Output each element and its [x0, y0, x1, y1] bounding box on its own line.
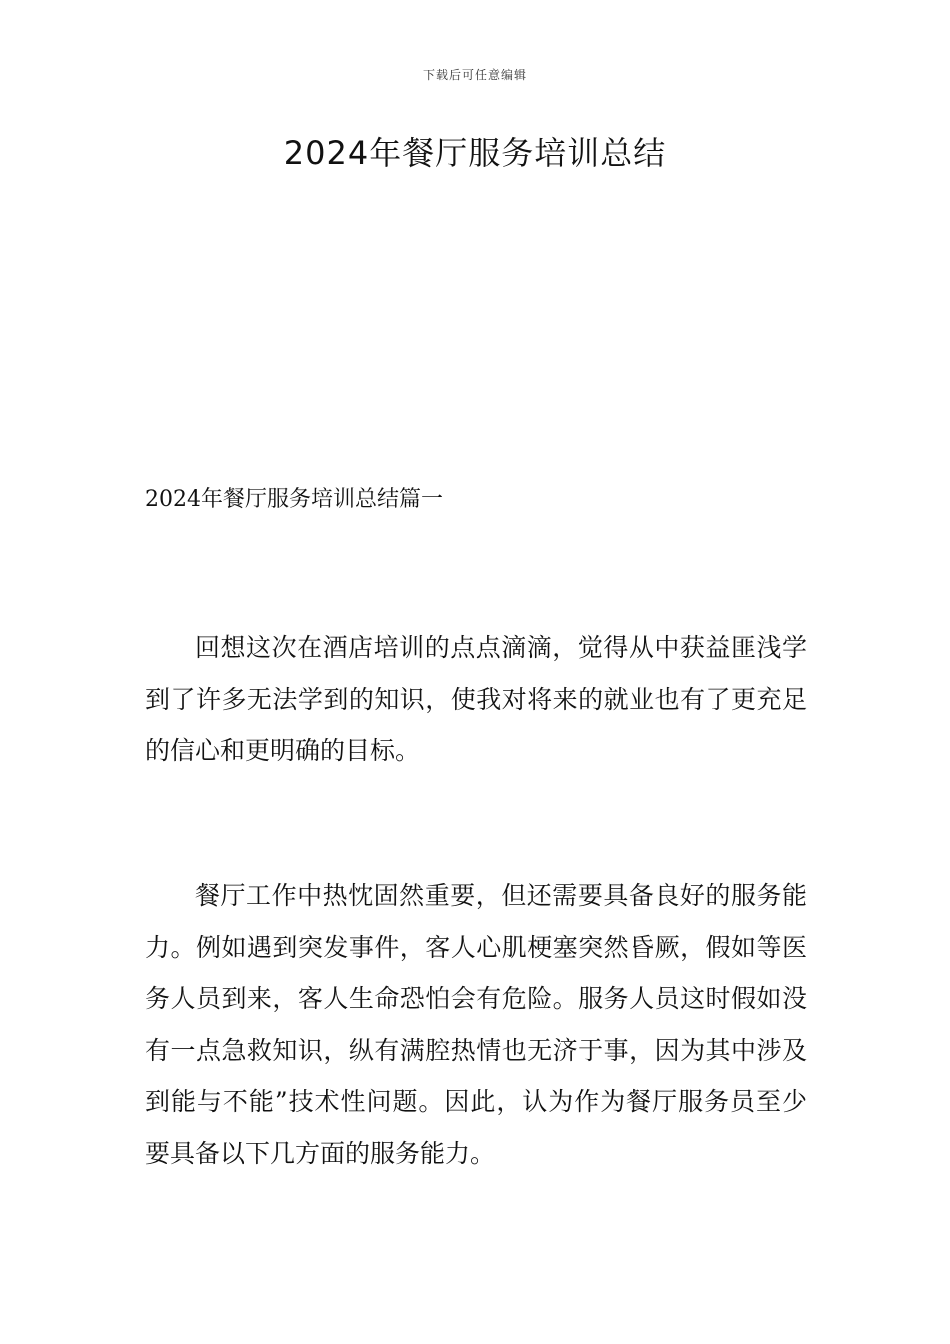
paragraph-1: 回想这次在酒店培训的点点滴滴，觉得从中获益匪浅学到了许多无法学到的知识，使我对将来的就业也有了更充足的信心和更明确的目标。 [145, 633, 807, 765]
paragraph-2: 餐厅工作中热忱固然重要，但还需要具备良好的服务能力。例如遇到突发事件，客人心肌梗塞突然昏厥，假如等医务人员到来，客人生命恐怕会有危险。服务人员这时假如没有一点急救知识，纵有满腔热情也无济于事，因为其中涉及到能与不能”技术性问题。因此，认为作为餐厅服务员至少要具备以下几方面的服务能力。 [145, 881, 807, 1168]
header-note: 下载后可任意编辑 [422, 68, 527, 82]
section-heading: 2024年餐厅服务培训总结篇一 [145, 487, 443, 512]
document-title: 2024年餐厅服务培训总结 [283, 134, 667, 172]
